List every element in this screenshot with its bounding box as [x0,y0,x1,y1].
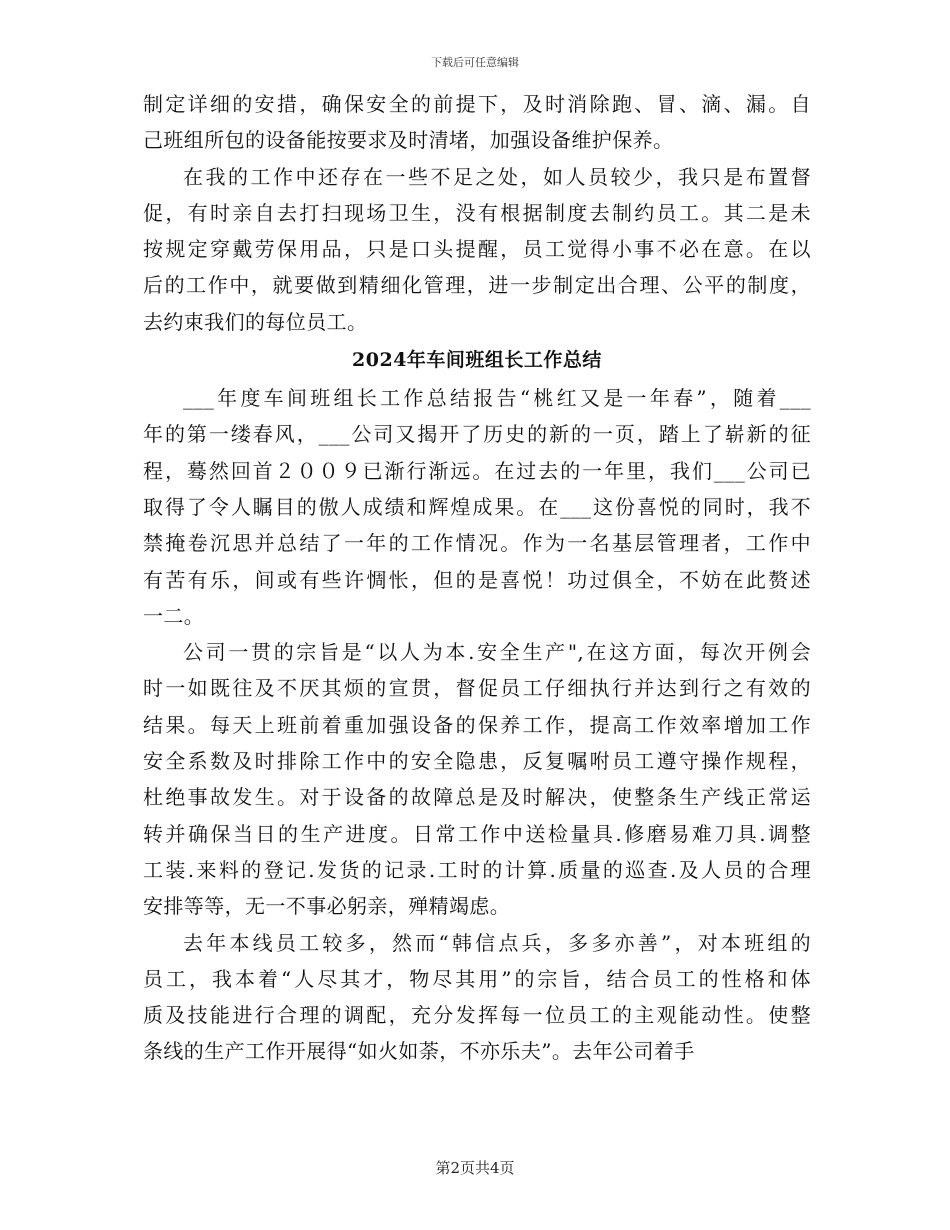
text-line: 取得了令人瞩目的傲人成绩和辉煌成果。在___这份喜悦的同时，我不 [143,494,811,519]
text-line: 公司一贯的宗旨是“以人为本.安全生产",在这方面，每次开例会 [183,640,811,665]
text-line: 条线的生产工作开展得“如火如荼，不亦乐夫”。去年公司着手 [143,1039,695,1064]
text-line: 杜绝事故发生。对于设备的故障总是及时解决，使整条生产线正常运 [143,785,811,810]
section-title: 2024年车间班组长工作总结 [352,349,602,372]
page-footer: 第2页共4页 [435,1159,515,1177]
text-line: 促，有时亲自去打扫现场卫生，没有根据制度去制约员工。其二是未 [143,200,811,225]
text-line: 己班组所包的设备能按要求及时清堵，加强设备维护保养。 [143,128,674,153]
text-line: ___年度车间班组长工作总结报告“桃红又是一年春”，随着___ [183,386,811,411]
text-line: 安全系数及时排除工作中的安全隐患，反复嘱咐员工遵守操作规程， [143,749,811,774]
text-line: 结果。每天上班前着重加强设备的保养工作，提高工作效率增加工作 [143,712,811,737]
text-line: 按规定穿戴劳保用品，只是口头提醒，员工觉得小事不必在意。在以 [143,237,811,262]
text-line: 年的第一缕春风，___公司又揭开了历史的新的一页，踏上了崭新的征 [143,422,811,447]
text-line: 时一如既往及不厌其烦的宣贯，督促员工仔细执行并达到行之有效的 [143,676,811,701]
text-line: 禁掩卷沉思并总结了一年的工作情况。作为一名基层管理者，工作中 [143,531,811,556]
text-line: 转并确保当日的生产进度。日常工作中送检量具.修磨易难刀具.调整 [143,821,811,846]
text-line: 工装.来料的登记.发货的记录.工时的计算.质量的巡查.及人员的合理 [143,857,811,882]
text-line: 安排等等，无一不事必躬亲，殚精竭虑。 [143,894,511,919]
text-line: 后的工作中，就要做到精细化管理，进一步制定出合理、公平的制度， [143,273,811,298]
text-line: 质及技能进行合理的调配，充分发挥每一位员工的主观能动性。使整 [143,1003,811,1028]
text-line: 有苦有乐，间或有些许惆怅，但的是喜悦！功过俱全，不妨在此赘述 [143,567,811,592]
text-line: 员工，我本着“人尽其才，物尽其用”的宗旨，结合员工的性格和体 [143,966,811,991]
text-line: 程，蓦然回首２００９已渐行渐远。在过去的一年里，我们___公司已 [143,458,811,483]
text-line: 去约束我们的每位员工。 [143,309,368,334]
page-header: 下载后可任意编辑 [431,56,519,69]
text-line: 制定详细的安措，确保安全的前提下，及时消除跑、冒、滴、漏。自 [143,92,811,116]
text-line: 去年本线员工较多，然而“韩信点兵，多多亦善”，对本班组的 [183,930,811,955]
text-line: 在我的工作中还存在一些不足之处，如人员较少，我只是布置督 [183,164,811,189]
text-line: 一二。 [143,603,205,628]
document-body [143,86,811,1070]
